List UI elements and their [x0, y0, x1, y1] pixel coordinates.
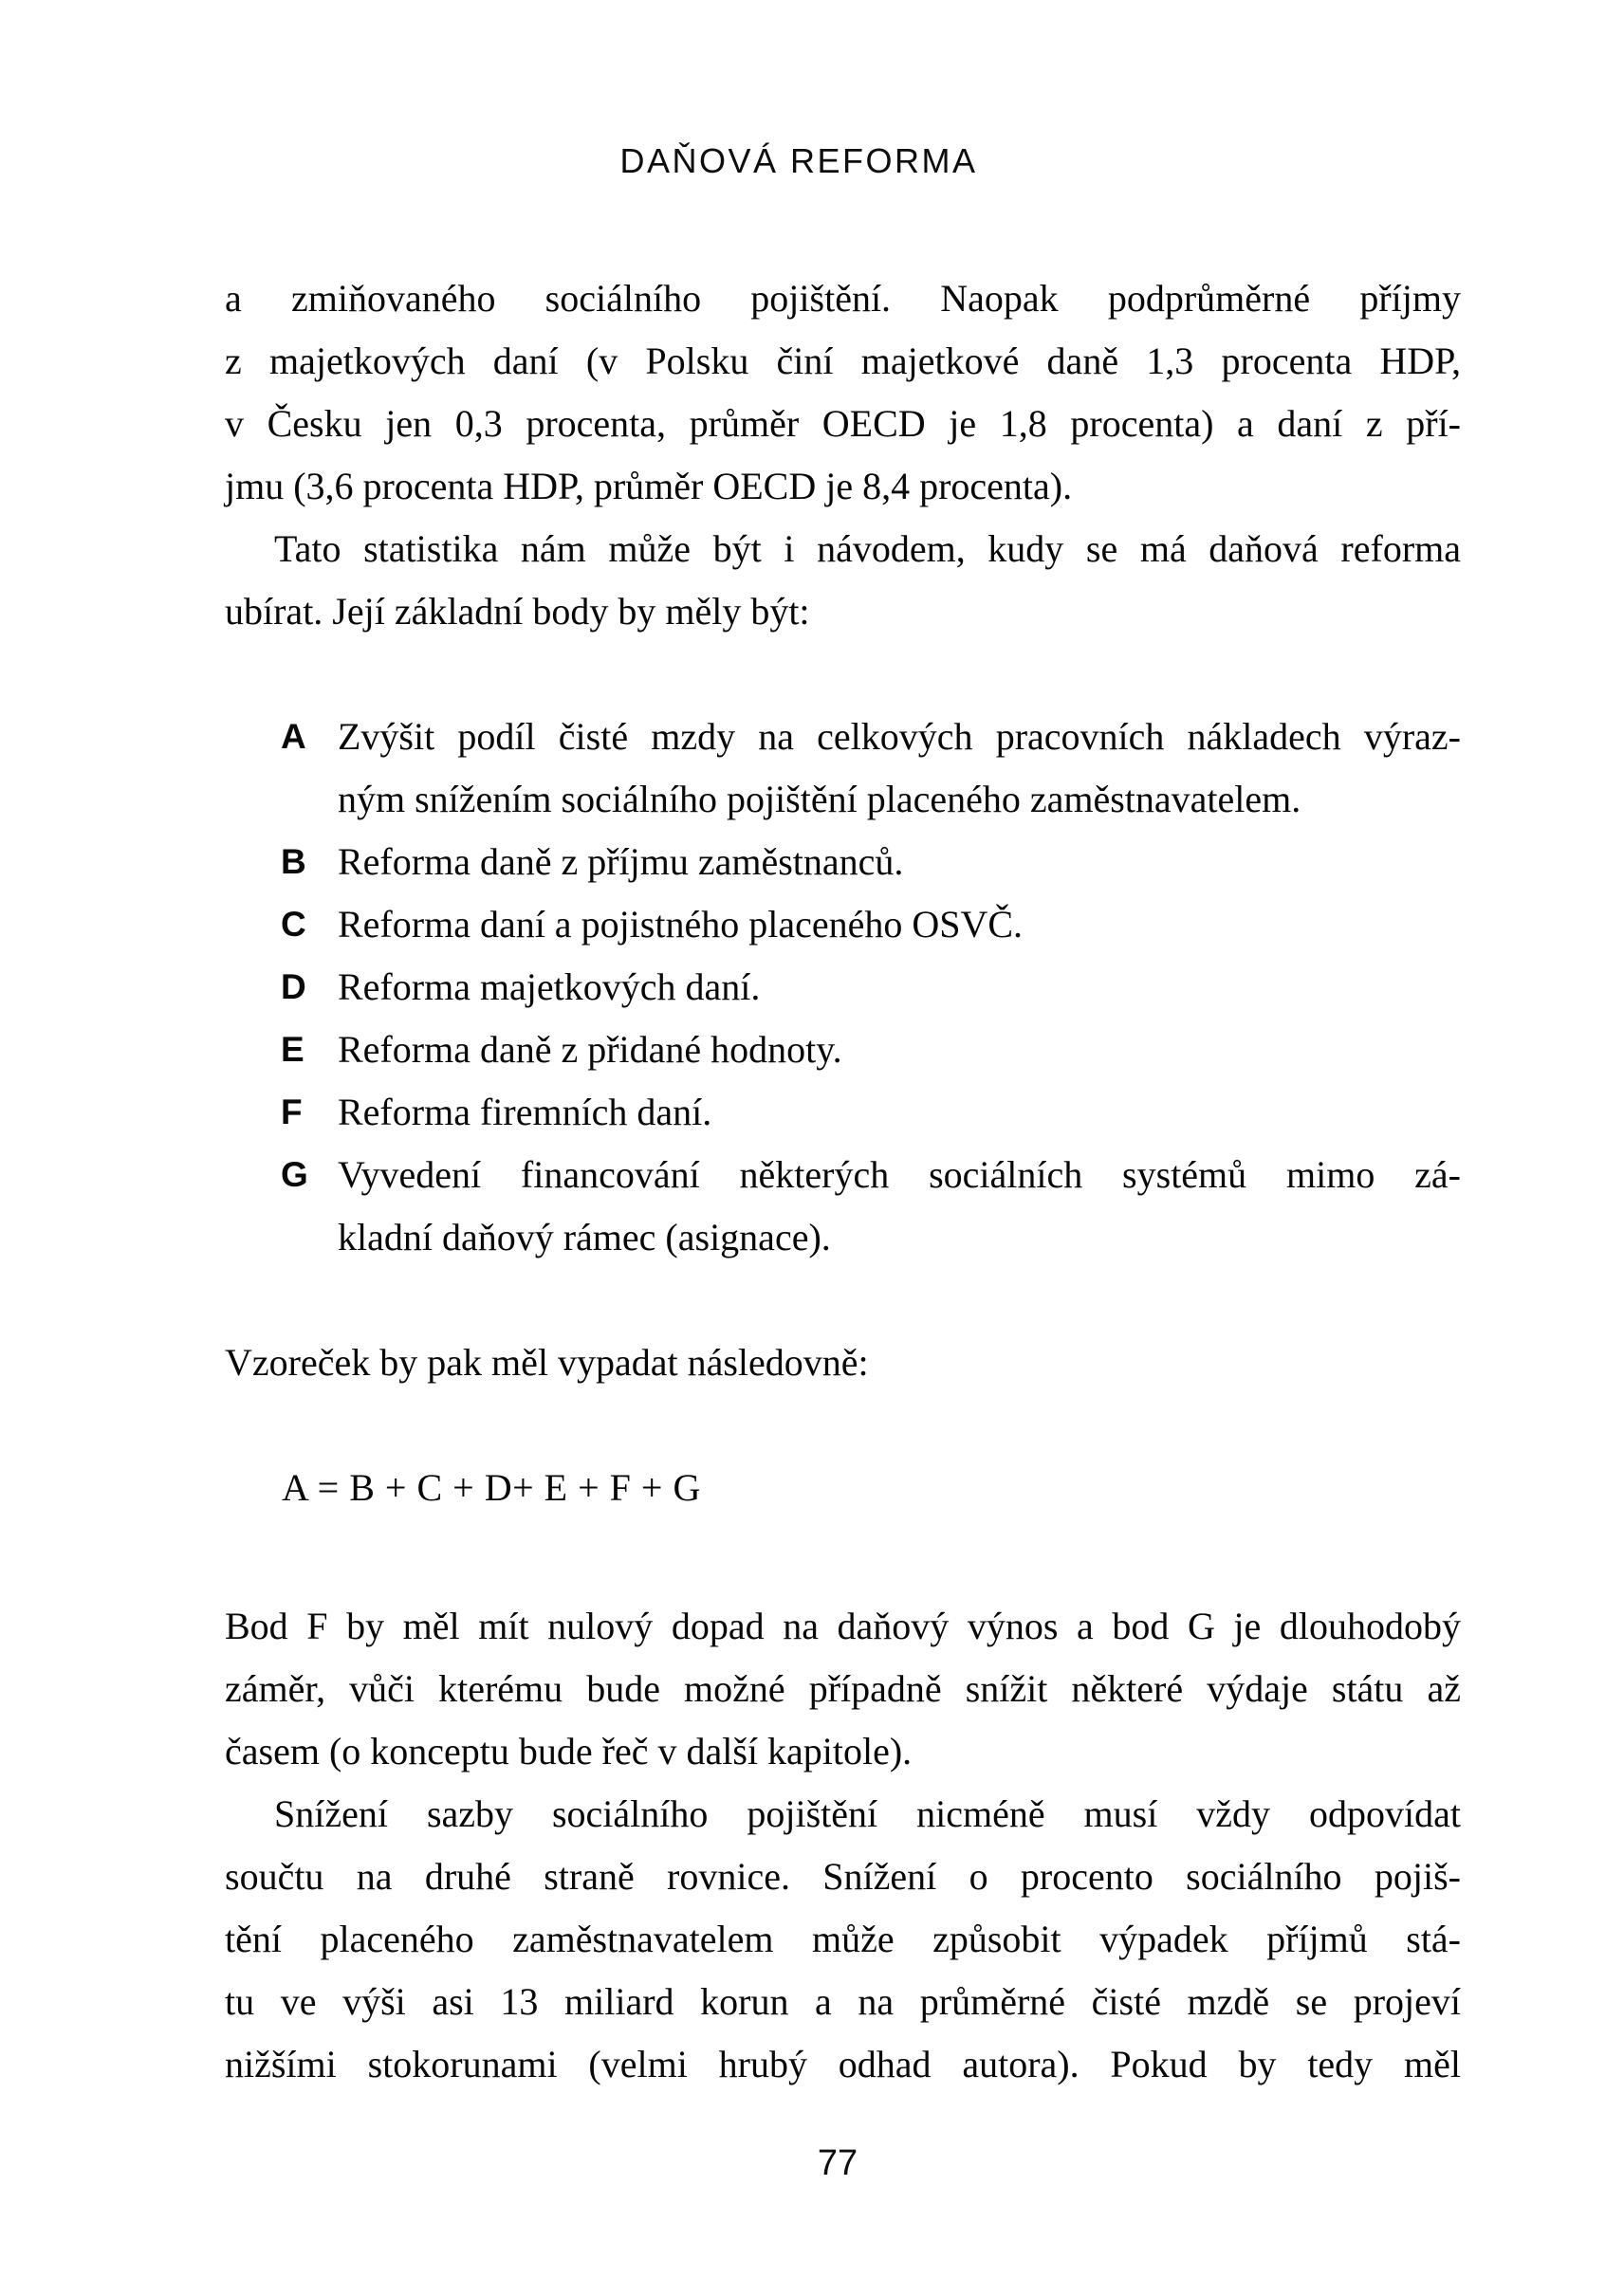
text-line: kladní daňový rámec (asignace).: [338, 1216, 831, 1258]
text-line: záměr, vůči kterému bude možné případně snížit některé výdaje státu až: [225, 1667, 1461, 1710]
text-line: součtu na druhé straně rovnice. Snížení o procento sociálního pojiš-: [225, 1855, 1461, 1898]
text-line: časem (o konceptu bude řeč v další kapitole).: [225, 1730, 913, 1773]
list-item-letter: C: [281, 905, 306, 944]
text-line: ubírat. Její základní body by měly být:: [225, 590, 810, 633]
paragraph: [225, 1595, 1461, 1783]
list-item: [281, 956, 1461, 1019]
text-line: Zvýšit podíl čisté mzdy na celkových pracovních nákladech výraz-: [338, 715, 1461, 758]
list-item: [281, 1019, 1461, 1081]
paragraph: [225, 267, 1461, 518]
formula: A = B + C + D+ E + F + G: [282, 1466, 701, 1509]
list-item-letter: D: [281, 967, 306, 1006]
text-line: Reforma daní a pojistného placeného OSVČ.: [338, 903, 1024, 946]
paragraph: [225, 1332, 1461, 1394]
list-item: [281, 893, 1461, 956]
list-item-letter: A: [281, 717, 306, 756]
text-line: Vyvedení financování některých sociálních systémů mimo zá-: [338, 1153, 1461, 1196]
text-line: ným snížením sociálního pojištění placeného zaměstnavatelem.: [338, 778, 1301, 820]
text-line: Reforma majetkových daní.: [338, 965, 761, 1008]
page-body: [225, 267, 1461, 2096]
lettered-list: [225, 706, 1461, 1269]
list-item: [281, 831, 1461, 893]
paragraph: [225, 518, 1461, 643]
text-line: tění placeného zaměstnavatelem může způsobit výpadek příjmů stá-: [225, 1918, 1461, 1960]
list-item-letter: F: [281, 1093, 303, 1131]
list-item-letter: E: [281, 1030, 304, 1069]
text-line: Reforma daně z příjmu zaměstnanců.: [338, 840, 904, 883]
text-line: Reforma daně z přidané hodnoty.: [338, 1028, 842, 1071]
text-line: a zmiňovaného sociálního pojištění. Naopak podprůměrné příjmy: [225, 277, 1461, 320]
page-number: 77: [817, 2143, 858, 2183]
list-item: [281, 706, 1461, 831]
text-line: tu ve výši asi 13 miliard korun a na průměrné čisté mzdě se projeví: [225, 1980, 1461, 2023]
text-line: z majetkových daní (v Polsku činí majetkové daně 1,3 procenta HDP,: [225, 340, 1461, 382]
text-line: Snížení sazby sociálního pojištění nicméně musí vždy odpovídat: [274, 1792, 1461, 1835]
list-item: [281, 1081, 1461, 1144]
text-line: Vzoreček by pak měl vypadat následovně:: [225, 1341, 869, 1384]
text-line: v Česku jen 0,3 procenta, průměr OECD je 1,8 procenta) a daní z pří-: [225, 402, 1461, 445]
text-line: nižšími stokorunami (velmi hrubý odhad autora). Pokud by tedy měl: [225, 2043, 1461, 2085]
list-item-letter: G: [281, 1155, 308, 1194]
text-line: Tato statistika nám může být i návodem, kudy se má daňová reforma: [274, 527, 1461, 570]
text-line: Bod F by měl mít nulový dopad na daňový výnos a bod G je dlouhodobý: [225, 1605, 1461, 1647]
running-head: DAŇOVÁ REFORMA: [619, 141, 978, 180]
list-item-letter: B: [281, 842, 306, 881]
paragraph: [225, 1783, 1461, 2096]
list-item: [281, 1144, 1461, 1269]
formula-block: [225, 1457, 1461, 1519]
text-line: Reforma firemních daní.: [338, 1091, 712, 1133]
text-line: jmu (3,6 procenta HDP, průměr OECD je 8,4 procenta).: [225, 465, 1073, 507]
